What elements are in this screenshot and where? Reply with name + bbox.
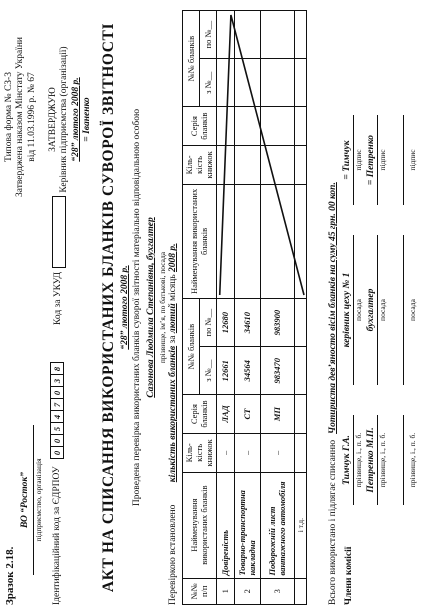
row-num: 2	[234, 578, 260, 604]
empty-cell	[294, 433, 306, 472]
row-qty: –	[234, 433, 260, 472]
document-title: АКТ НА СПИСАННЯ ВИКОРИСТАНИХ БЛАНКІВ СУВОРОЇ ЗВІТНОСТІ	[100, 22, 117, 593]
commission-member-3	[392, 115, 417, 505]
empty-cell	[216, 107, 234, 146]
approval-block	[48, 12, 94, 227]
member-name-caption: прізвище, і., п. б.	[354, 432, 364, 488]
member-position-caption: посада	[378, 299, 388, 321]
edrpou-digit: 0	[50, 446, 64, 459]
empty-cell	[216, 146, 234, 185]
finding-za: за	[168, 335, 178, 344]
organization-name: ВО “Росток”	[20, 472, 30, 528]
member-name: Тимчук Г.А.	[342, 415, 354, 505]
empty-cell	[234, 146, 260, 185]
commission-label: Члени комісії	[344, 546, 354, 605]
edrpou-row	[50, 362, 64, 605]
commission-member-2	[366, 115, 387, 505]
row-from: 12661	[216, 347, 234, 395]
member-signature-caption: підпис	[378, 149, 388, 171]
row-name: Подорожній лист вантажного автомобіля	[260, 472, 294, 578]
commission-label-row	[344, 547, 355, 605]
member-signature: = Петренко	[366, 115, 378, 205]
approval-signature: = Іваненко	[82, 97, 93, 142]
row-name: Довіреність	[216, 472, 234, 578]
approval-date: “28” лютого 2008 р.	[70, 77, 81, 162]
empty-cell	[294, 578, 306, 604]
commission-member-1	[342, 115, 363, 505]
member-name	[392, 415, 404, 505]
row-num: 3	[260, 578, 294, 604]
inspection-statement: Проведена перевірка використаних бланків суворої звітності матеріально відповідальною особою	[132, 108, 142, 507]
ukud-label: Код за УКУД	[53, 271, 64, 325]
member-position-caption: посада	[354, 299, 364, 321]
empty-cell	[260, 107, 294, 146]
empty-cell	[294, 299, 306, 347]
empty-cell	[260, 184, 294, 298]
header-from-right: з №__	[199, 59, 216, 107]
row-to: 12680	[216, 299, 234, 347]
table-row	[216, 11, 234, 605]
row-series: ЛАД	[216, 395, 234, 434]
finding-year: 2008 р.	[168, 243, 178, 272]
edrpou-digit: 0	[50, 434, 64, 447]
member-name-caption: прізвище, і., п. б.	[378, 432, 388, 488]
empty-cell	[234, 59, 260, 107]
table-row	[234, 11, 260, 605]
finding-line	[168, 10, 179, 605]
empty-cell	[260, 146, 294, 185]
table-row	[260, 11, 294, 605]
member-position: керівник цеху № 1	[342, 235, 354, 385]
empty-cell	[294, 107, 306, 146]
empty-cell	[294, 59, 306, 107]
table-row	[294, 11, 306, 605]
edrpou-digit: 5	[50, 422, 64, 435]
sample-label: Зразок 2.18.	[4, 546, 16, 605]
header-name-right: Найменування використаних бланків	[183, 184, 217, 298]
header-series-right: Серія бланків	[183, 107, 217, 146]
row-etc: і т.д.	[294, 472, 306, 578]
approval-role: Керівник підприємства (організації)	[59, 46, 70, 193]
member-position-caption: посада	[408, 299, 418, 321]
total-value: Чотириста дев’яносто вісім бланків на суму 45 грн. 00 коп.	[328, 182, 338, 434]
empty-cell	[234, 11, 260, 59]
empty-cell	[260, 59, 294, 107]
member-signature-caption: підпис	[354, 149, 364, 171]
row-num: 1	[216, 578, 234, 604]
empty-cell	[294, 395, 306, 434]
empty-cell	[216, 11, 234, 59]
row-to: 34610	[234, 299, 260, 347]
edrpou-label: Ідентифікаційний код за ЄДРПОУ	[51, 466, 62, 605]
header-name-left: Найменування використаних бланків	[183, 472, 217, 578]
header-from-left: з №__	[199, 347, 216, 395]
empty-cell	[234, 107, 260, 146]
form-approval-order: Затверджена наказом Мінстату України	[15, 37, 26, 198]
edrpou-digit: 3	[50, 374, 64, 387]
empty-cell	[294, 146, 306, 185]
finding-month-label: місяць	[168, 274, 178, 301]
empty-cell	[260, 11, 294, 59]
responsible-person-caption: прізвище, ім’я, по батькові, посада	[158, 251, 167, 364]
header-qty-left: Кіль-кість книжок	[183, 433, 217, 472]
header-blank-no-left: №№ бланків	[183, 299, 200, 395]
header-blank-no-right: №№ бланків	[183, 11, 200, 107]
total-line	[328, 10, 339, 605]
edrpou-code-boxes	[50, 362, 64, 458]
empty-cell	[294, 347, 306, 395]
empty-cell	[294, 11, 306, 59]
member-signature	[392, 115, 404, 205]
blanks-table	[182, 10, 307, 605]
edrpou-digit: 8	[50, 362, 64, 375]
empty-cell	[294, 184, 306, 298]
edrpou-digit: 0	[50, 386, 64, 399]
edrpou-digit: 4	[50, 410, 64, 423]
header-num-left: №№ п/п	[183, 578, 217, 604]
row-from: 983470	[260, 347, 294, 395]
member-signature-caption: підпис	[408, 149, 418, 171]
empty-cell	[216, 59, 234, 107]
header-to-left: по №__	[199, 299, 216, 347]
member-position	[392, 235, 404, 385]
row-qty: –	[216, 433, 234, 472]
finding-phrase: кількість використаних бланків	[168, 345, 178, 483]
row-qty: –	[260, 433, 294, 472]
header-qty-right: Кіль-кість книжок	[183, 146, 217, 185]
row-series: СТ	[234, 395, 260, 434]
total-prefix: Всього використано і підлягає списанню	[328, 439, 338, 605]
approval-title: ЗАТВЕРДЖУЮ	[48, 87, 58, 152]
member-position: бухгалтер	[366, 235, 378, 385]
row-from: 34564	[234, 347, 260, 395]
row-series: МП	[260, 395, 294, 434]
responsible-person: Сазонова Людмила Степанівна, бухгалтер	[146, 217, 156, 398]
finding-prefix: Перевіркою встановлено	[168, 504, 178, 605]
member-name-caption: прізвище, і., п. б.	[408, 432, 418, 488]
empty-cell	[234, 184, 260, 298]
row-name: Товарно-транспортна накладна	[234, 472, 260, 578]
empty-cell	[216, 184, 234, 298]
finding-month: лютий	[168, 303, 178, 334]
act-date: “28” лютого 2008 р.	[120, 265, 130, 350]
row-to: 983900	[260, 299, 294, 347]
form-header	[4, 12, 38, 222]
header-series-left: Серія бланків	[183, 395, 217, 434]
form-number: Типова форма № СЗ-3	[4, 72, 14, 162]
member-signature: = Тимчук	[342, 115, 354, 205]
header-to-right: по №__	[199, 11, 216, 59]
edrpou-digit: 7	[50, 398, 64, 411]
form-order-date: від 11.03.1996 р. № 67	[26, 72, 37, 162]
organization-caption: підприємство, організація	[33, 425, 43, 575]
member-name: Петренко М.П.	[366, 415, 378, 505]
